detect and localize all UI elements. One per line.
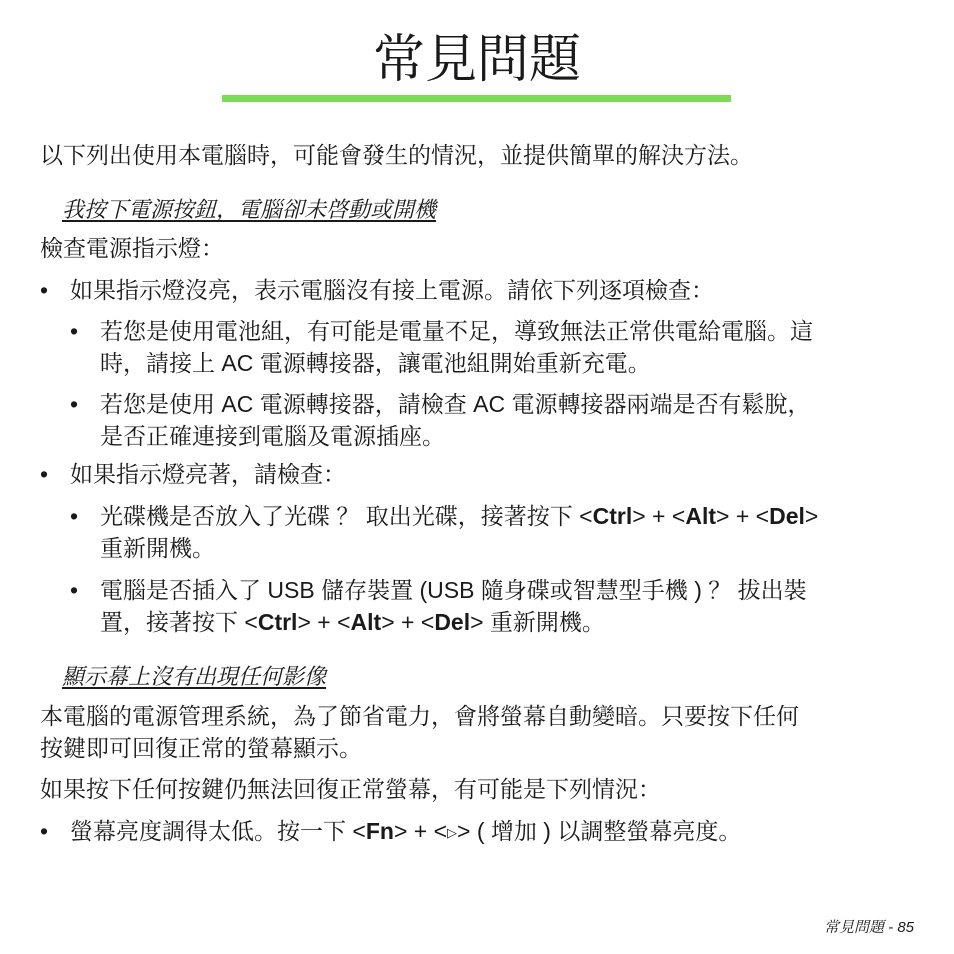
list-item-text: 光碟機是否放入了光碟 ？ 取出光碟，接著按下 <Ctrl> + <Alt> + <Del> 重新開機。 bbox=[100, 503, 819, 561]
key-ctrl: Ctrl bbox=[592, 503, 633, 529]
list-item-line: 是否正確連接到電腦及電源插座。 bbox=[100, 423, 445, 449]
key-del: Del bbox=[769, 503, 805, 529]
list-item-line: 時，請接上 AC 電源轉接器，讓電池組開始重新充電。 bbox=[100, 350, 651, 376]
list-item-text: 如果指示燈沒亮，表示電腦沒有接上電源。請依下列逐項檢查： bbox=[70, 277, 714, 303]
key-alt: Alt bbox=[685, 503, 716, 529]
triangle-right-icon: ▷ bbox=[447, 825, 458, 840]
list-item-line: 若您是使用電池組，有可能是電量不足，導致無法正常供電給電腦。這 bbox=[100, 318, 813, 344]
title-underline-bar bbox=[222, 95, 731, 102]
list-item-line: 重新開機。 bbox=[100, 535, 215, 561]
bullet-icon: • bbox=[40, 461, 49, 487]
list-item-text bbox=[100, 388, 920, 452]
key-del: Del bbox=[434, 609, 471, 635]
list-item-text: 電腦是否插入了 USB 儲存裝置 (USB 隨身碟或智慧型手機 ) ？ 拔出裝 置，接著按下 <Ctrl> + <Alt> + <Del> 重新開機。 bbox=[100, 577, 807, 635]
bullet-icon: • bbox=[40, 818, 49, 844]
section-paragraph: 如果按下任何按鍵仍無法回復正常螢幕，有可能是下列情況： bbox=[40, 776, 661, 802]
page-title: 常見問題 bbox=[372, 31, 581, 89]
section-lead-text: 檢查電源指示燈： bbox=[40, 235, 224, 261]
key-alt: Alt bbox=[350, 609, 382, 635]
list-item-line: 置，接著按下 bbox=[100, 609, 245, 635]
section-paragraph: 本電腦的電源管理系統，為了節省電力，會將螢幕自動變暗。只要按下任何 按鍵即可回復正常的螢幕顯示。 bbox=[40, 703, 799, 761]
intro-text: 以下列出使用本電腦時，可能會發生的情況，並提供簡單的解決方法。 bbox=[40, 142, 753, 168]
key-fn: Fn bbox=[365, 818, 394, 844]
list-item-text bbox=[100, 315, 920, 379]
page-footer: 常見問題 - 85 bbox=[823, 919, 914, 936]
key-ctrl: Ctrl bbox=[257, 609, 298, 635]
bullet-icon: • bbox=[70, 318, 79, 344]
list-item-line: 光碟機是否放入了光碟 ？ 取出光碟，接著按下 bbox=[100, 503, 580, 529]
bullet-icon: • bbox=[70, 391, 79, 417]
list-item-line: 電腦是否插入了 USB 儲存裝置 (USB 隨身碟或智慧型手機 ) ？ 拔出裝 bbox=[100, 577, 807, 603]
section-heading-display: 顯示幕上沒有出現任何影像 bbox=[62, 664, 327, 689]
list-item-text: 螢幕亮度調得太低。按一下 <Fn> + <▷> ( 增加 ) 以調整螢幕亮度。 bbox=[70, 815, 920, 849]
bullet-icon: • bbox=[70, 503, 79, 529]
list-item-text: 如果指示燈亮著，請檢查： bbox=[70, 461, 346, 487]
bullet-icon: • bbox=[40, 277, 49, 303]
section-heading-power: 我按下電源按鈕，電腦卻未啓動或開機 bbox=[62, 197, 437, 222]
bullet-icon: • bbox=[70, 577, 79, 603]
list-item-line: 若您是使用 AC 電源轉接器，請檢查 AC 電源轉接器兩端是否有鬆脫， bbox=[100, 391, 811, 417]
